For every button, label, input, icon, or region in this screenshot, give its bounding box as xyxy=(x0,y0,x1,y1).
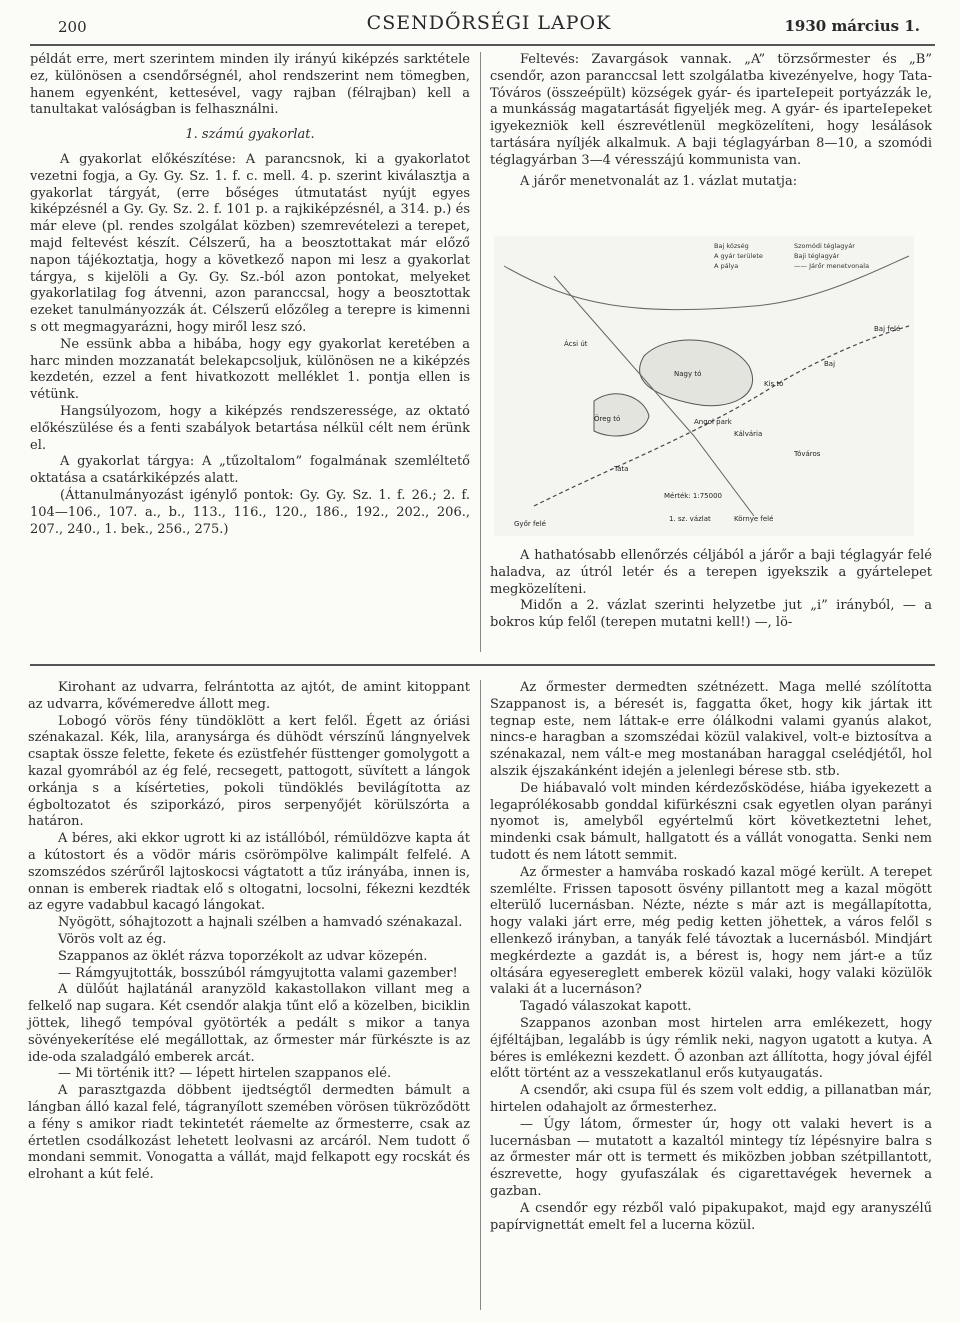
paragraph: Vörös volt az ég. xyxy=(58,931,167,947)
paragraph: Nyögött, sóhajtozott a hajnali szélben a hamvadó szénakazal. xyxy=(58,915,463,931)
map-legend-item: Baji téglagyár xyxy=(794,252,840,260)
map-label: Kis tó xyxy=(764,380,784,388)
paragraph: Hangsúlyozom, hogy a kiképzés rendszeressége, az oktató előkészülése és a fenti szabályok betartása nélkül célt nem érünk el. xyxy=(30,403,470,453)
map-label: Környe felé xyxy=(734,515,774,523)
after-map-text xyxy=(490,548,932,632)
paragraph: — Úgy látom, őrmester úr, hogy ott valaki hevert is a lucernásban — mutatott a kazaltól mintegy tíz lépésnyire balra s az őrmester már ott is termett és miközben jobban szétpillantott, észrevette, hogy gyufaszálak és cigarettavégek hevernek a gazban. xyxy=(490,1116,932,1199)
paragraph: A járőr menetvonalát az 1. vázlat mutatja: xyxy=(520,173,798,189)
bottom-left-column xyxy=(28,680,470,1184)
map-label: Győr felé xyxy=(514,520,546,528)
map-label: Tata xyxy=(614,465,629,473)
paragraph: A gyakorlat előkészítése: A parancsnok, ki a gyakorlatot vezetni fogja, a Gy. Gy. Sz. 1. f. c. mell. 4. p. szerint kiválasztja a gyakorlat tárgyát, (erre bőséges útmutatást nyújt egyes kiképzésnél a Gy. Gy. Sz. 2. f. 101 p. a rajkiképzésnél, a 314. p.) és már eleve (pl. rendes szolgálat közben) szemrevételezi a terepet, majd feltevést készít. Célszerű, ha a beosztottakat már előző napon tájékoztatja, hogy a következő napon mi lesz a gyakorlat tárgya, s kijelöli a Gy. Gy. Sz.-ból azon pontokat, melyeket gyakorlatilag fog átvenni, azon paranccsal, hogy a beosztottak ezeket tanulmányozzák át. Célszerű előzőleg a terepre is kimenni s ott megmagyarázni, hogy miről lesz szó. xyxy=(30,151,470,335)
map-legend-item: Baj község xyxy=(714,242,749,250)
journal-title: CSENDŐRSÉGI LAPOK xyxy=(366,12,612,34)
map-legend-item: A gyár területe xyxy=(714,252,763,260)
paragraph: A csendőr egy rézből való pipakupakot, majd egy aranyszélű papírvignettát emelt fel a lucerna közül. xyxy=(490,1200,932,1233)
paragraph: Feltevés: Zavargások vannak. „A” törzsőrmester és „B” csendőr, azon paranccsal lett szolgálatba kivezényelve, hogy Tata-Tóváros (összeépült) községek gyár- és iparteIepeit portyázzák le, a munkásság magatartását figyeljék meg. A gyár- és iparteIepeket igyekezniök kell észrevétlenül megközelíteni, hogy lesálások tartására nyíljék alkalmuk. A baji téglagyárban 8—10, a szomódi téglagyárban 3—4 véresszájú kommunista van. xyxy=(490,52,932,168)
paragraph: — Mi történik itt? — lépett hirtelen szappanos elé. xyxy=(58,1066,392,1082)
paragraph: Kirohant az udvarra, felrántotta az ajtót, de amint kitoppant az udvarra, kővémeredve állott meg. xyxy=(28,680,470,712)
column-divider xyxy=(480,52,481,652)
paragraph: A béres, aki ekkor ugrott ki az istállóból, rémüldözve kapta át a kútostort és a vödör máris csörömpölve kalimpált felfelé. A szomszédos szérűről lajtoskocsi vágtatott a tűz irányába, innen is, onnan is emberek riadtak elő s oltogatni, locsolni, fékezni kezdték az egyre vadabbul kacagó lángokat. xyxy=(28,831,470,914)
paragraph: Ne essünk abba a hibába, hogy egy gyakorlat keretében a harc minden mozzanatát belekapcsoljuk, különösen ne a kiképzés kezdetén, ezzel a fent hivatkozott melléklet 1. pontja ellen is vétünk. xyxy=(30,336,470,403)
map-label: Kálvária xyxy=(734,430,763,438)
top-right-column xyxy=(490,52,932,190)
paragraph: De hiábavaló volt minden kérdezősködése, hiába igyekezett a legaprólékosabb gonddal kifürkészni csak egyetlen olyan parányi nyomot is, amelyből egyértelmű kört következtetni lehet, mindenki csak bámult, hallgatott és a vállát vonogatta. Senki nem tudott és nem látott semmit. xyxy=(490,780,932,863)
top-left-column xyxy=(30,52,470,538)
map-label: Baj xyxy=(824,360,836,368)
map-label: 1. sz. vázlat xyxy=(669,515,711,523)
paragraph: Tagadó válaszokat kapott. xyxy=(520,999,692,1015)
paragraph: Szappanos azonban most hirtelen arra emlékezett, hogy éjféltájban, legalább is úgy rémlik neki, nagyon ugatott a kutya. A béres is emlékezni kezdett. Ő azonban azt állította, hogy jóval éjfél előtt történt az a vesszekatlanul erős kutyaugatás. xyxy=(490,1015,932,1082)
header-rule xyxy=(30,44,935,46)
paragraph: Szappanos az öklét rázva toporzékolt az udvar közepén. xyxy=(58,948,428,964)
map-label: Baj felé xyxy=(874,325,901,333)
section-heading: 1. számú gyakorlat. xyxy=(185,127,315,143)
paragraph: A csendőr, aki csupa fül és szem volt eddig, a pillanatban már, hirtelen odahajolt az őrmesterhez. xyxy=(490,1083,932,1115)
paragraph: A parasztgazda döbbent ijedtségtől dermedten bámult a lángban álló kazal felé, tágranyílott szemében vörösen tükröződött a fény s amikor riadt tekintetét ráemelte az őrmesterre, csak az értetlen csodálkozást lehetett leolvasni az arcáról. Nem tudott ő mondani semmit. Vonogatta a vállát, majd felkapott egy rocskát és elrohant a kút felé. xyxy=(28,1083,470,1183)
section-rule xyxy=(30,664,935,666)
paragraph: (Áttanulmányozást igénylő pontok: Gy. Gy. Sz. 1. f. 26.; 2. f. 104—106., 107. a., b., 113., 116., 120., 186., 192., 202., 206., 207., 240., 1. bek., 256., 275.) xyxy=(30,487,470,537)
paragraph: — Rámgyujtották, bosszúból rámgyujtotta valami gazember! xyxy=(58,965,458,981)
paragraph: A gyakorlat tárgya: A „tűzoltalom” fogalmának szemléltető oktatása a csatárkiképzés alatt. xyxy=(30,454,470,487)
paragraph: A dülőút hajlatánál aranyzöld kakastollakon villant meg a felkelő nap sugara. Két csendőr alakja tűnt elő a közelben, biciklin jöttek, lihegő tempóval gyötörték a pedált s mikor a tanya sövényekerítése elé megállottak, az őrmester már fürkészte is az ide-oda szaladgáló emberek arcát. xyxy=(28,982,470,1065)
page-header xyxy=(58,12,920,42)
paragraph: A hathatósabb ellenőrzés céljából a járőr a baji téglagyár felé haladva, az útról letér és a terepen igyekszik a gyártelepet megközelíteni. xyxy=(490,548,932,597)
map-legend-item: Szomódi téglagyár xyxy=(794,242,855,250)
paragraph: Lobogó vörös fény tündöklött a kert felől. Égett az óriási szénakazal. Kék, lila, aranysárga és dühödt vérszínű lángnyelvek csaptak össze felette, fekete és ezüstfehér füsttenger gomolygott a kazal gyomrából az ég felé, recsegett, pattogott, süvített a lángok orkánja s a kísérteties, pokoli tündöklés bevilágította az égboltozatot és sziporkázó, piros serpenyőjét körülszórta a határon. xyxy=(28,713,470,830)
map-label: Öreg tó xyxy=(594,415,621,423)
issue-date: 1930 március 1. xyxy=(784,17,920,35)
paragraph: példát erre, mert szerintem minden ily irányú kiképzés sarktétele ez, különösen a csendőrségnél, ahol rendszerint nem tömegben, hanem egyenként, kettesével, vagy rajban (félrajban) kell a tanultakat valóságban is felhasználni. xyxy=(30,52,470,118)
bottom-right-column xyxy=(490,680,932,1234)
page-number: 200 xyxy=(58,18,87,36)
map-legend-item: A pálya xyxy=(714,262,739,270)
paragraph: Az őrmester a hamvába roskadó kazal mögé került. A terepet szemlélte. Frissen taposott ösvény pillantott meg a kazal mögött elterülő lucernásban. Nézte, nézte s már azt is megállapította, hogy valaki járt erre, még pedig ketten jöhettek, a város felől s ellenkező irányban, a tanyák felé távoztak a lucernásból. Mindjárt megkérdezte a gazdát is, a bérest is, hogy nem járt-e a tűz oltására egyesereglett emberek közül valaki, hogy valaki közülök valaki át a lucernáson? xyxy=(490,864,932,998)
paragraph: Az őrmester dermedten szétnézett. Maga mellé szólította Szappanost is, a béresét is, faggatta őket, hogy kik jártak itt tegnap este, nem láttak-e erre ólálkodni valami gyanús alakot, nincs-e haragban a szomszédai közül valakivel, volt-e biztosítva a szénakazal, nem vált-e meg mostanában haraggal cselédjétől, hol alszik éjszakánként idején a jelenlegi bérese stb. stb. xyxy=(490,680,932,779)
map-legend-item: —— Járőr menetvonala xyxy=(794,262,870,270)
map-label: Tóváros xyxy=(794,450,821,458)
paragraph: Midőn a 2. vázlat szerinti helyzetbe jut „i” irányból, — a bokros kúp felől (terepen mutatni kell!) —, lö- xyxy=(490,598,932,631)
column-divider xyxy=(480,680,481,1310)
map-label: Nagy tó xyxy=(674,370,702,378)
map-label: Mérték: 1:75000 xyxy=(664,492,722,500)
map-label: Ácsi út xyxy=(564,340,588,348)
sketch-map xyxy=(494,236,914,536)
map-label: Angol park xyxy=(694,418,732,426)
